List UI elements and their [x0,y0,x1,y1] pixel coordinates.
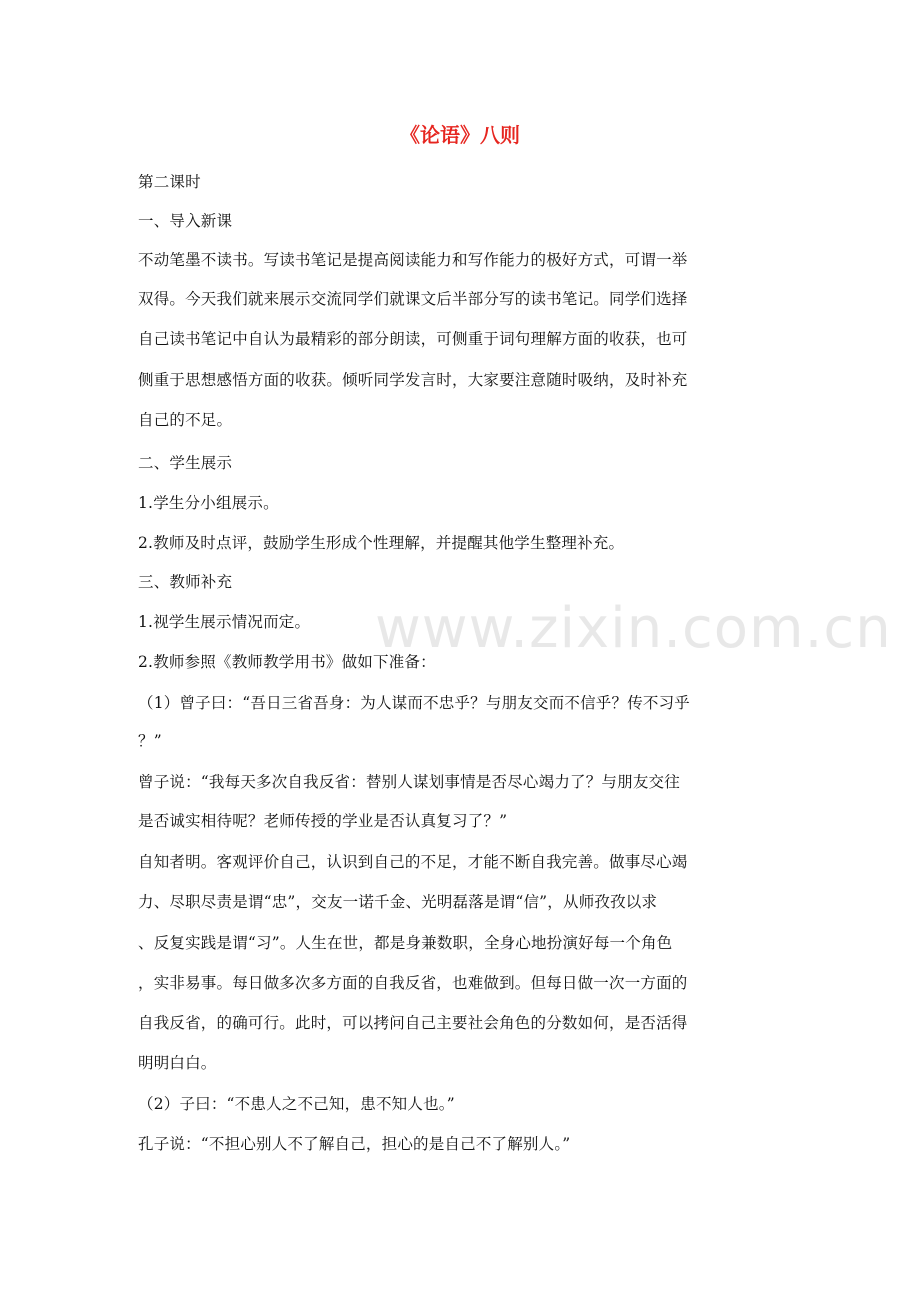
section-heading: 三、教师补充 [138,573,233,591]
text-line: 、反复实践是谓“习”。人生在世，都是身兼数职，全身心地扮演好每一个角色 [138,934,673,952]
text-line: 不动笔墨不读书。写读书笔记是提高阅读能力和写作能力的极好方式，可谓一举 [138,251,688,269]
text-line: 2.教师参照《教师教学用书》做如下准备： [138,653,436,671]
text-line: 双得。今天我们就来展示交流同学们就课文后半部分写的读书笔记。同学们选择 [138,290,688,308]
document-title: 《论语》八则 [400,123,520,147]
text-line: 第二课时 [138,173,201,191]
text-line: ，实非易事。每日做多次多方面的自我反省，也难做到。但每日做一次一方面的 [138,974,688,992]
text-line: 1.视学生展示情况而定。 [138,613,311,631]
text-line: ？” [138,732,162,750]
text-line: 1.学生分小组展示。 [138,494,279,512]
text-line: 自知者明。客观评价自己，认识到自己的不足，才能不断自我完善。做事尽心竭 [138,853,688,871]
text-line: 是否诚实相待呢？老师传授的学业是否认真复习了？” [138,812,508,830]
text-line: （2）子曰：“不患人之不己知，患不知人也。” [138,1095,455,1113]
text-line: （1）曾子曰：“吾日三省吾身：为人谋而不忠乎？与朋友交而不信乎？传不习乎 [138,694,690,712]
text-line: 自己的不足。 [138,411,233,429]
section-heading: 二、学生展示 [138,454,233,472]
text-line: 力、尽职尽责是谓“忠”，交友一诺千金、光明磊落是谓“信”，从师孜孜以求 [138,893,658,911]
text-line: 自己读书笔记中自认为最精彩的部分朗读，可侧重于词句理解方面的收获，也可 [138,330,688,348]
text-line: 明明白白。 [138,1054,217,1072]
watermark: www.zixin.com.cn [375,596,892,661]
text-line: 曾子说：“我每天多次自我反省：替别人谋划事情是否尽心竭力了？与朋友交往 [138,773,680,791]
section-heading: 一、导入新课 [138,212,233,230]
text-line: 自我反省，的确可行。此时，可以拷问自己主要社会角色的分数如何，是否活得 [138,1014,688,1032]
text-line: 侧重于思想感悟方面的收获。倾听同学发言时，大家要注意随时吸纳，及时补充 [138,371,688,389]
text-line: 2.教师及时点评，鼓励学生形成个性理解，并提醒其他学生整理补充。 [138,534,625,552]
text-line: 孔子说：“不担心别人不了解自己，担心的是自己不了解别人。” [138,1135,571,1153]
